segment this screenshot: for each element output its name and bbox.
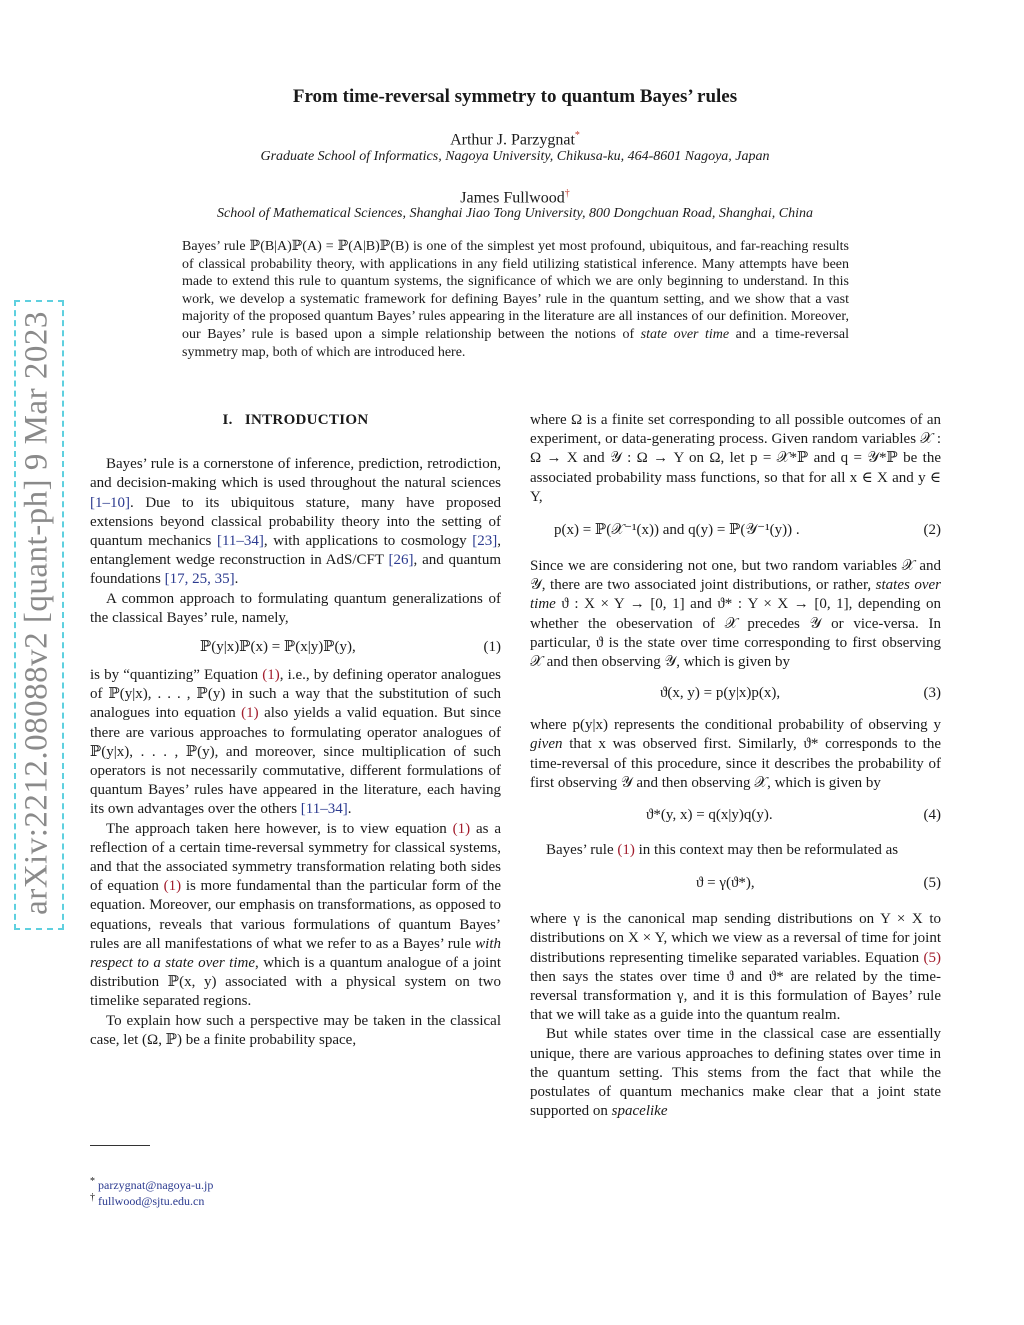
author-1-mark: * xyxy=(574,130,580,141)
equation-3-number: (3) xyxy=(923,685,941,702)
author-1-affiliation: Graduate School of Informatics, Nagoya University, Chikusa-ku, 464-8601 Nagoya, Japan xyxy=(260,149,770,164)
right-paragraph-6: But while states over time in the classical case are essentially unique, there are various approaches to defining states over time in the quantum setting. This stems from the fact that while the postulates of quantum mechanics make clear that a joint state supported on spacelike xyxy=(530,1026,941,1120)
equation-3: ϑ(x, y) = p(y|x)p(x), xyxy=(660,685,781,702)
email-link-1[interactable]: parzygnat@nagoya-u.jp xyxy=(98,1178,214,1192)
equation-3-block xyxy=(530,672,941,716)
email-link-2[interactable]: fullwood@sjtu.edu.cn xyxy=(98,1194,205,1208)
equation-ref-link[interactable]: (1) xyxy=(617,842,635,859)
equation-4-block xyxy=(530,793,941,841)
right-column xyxy=(530,411,941,1121)
author-2-affiliation: School of Mathematical Sciences, Shanghai Jiao Tong University, 800 Dongchuan Road, Shanghai, China xyxy=(217,206,813,221)
left-column xyxy=(90,411,501,1050)
author-2-mark: † xyxy=(564,188,570,199)
equation-2: p(x) = ℙ(𝒳⁻¹(x)) and q(y) = ℙ(𝒴⁻¹(y)) . xyxy=(554,522,800,539)
author-1 xyxy=(0,130,1024,149)
author-2-name: James Fullwood xyxy=(460,189,565,207)
intro-paragraph-5: To explain how such a perspective may be taken in the classical case, let (Ω, ℙ) be a finite probability space, xyxy=(90,1012,501,1048)
right-paragraph-3: where p(y|x) represents the conditional probability of observing y given that x was observed first. Similarly, ϑ* corresponds to the time-reversal of this procedure, since it describes the probability of first observing 𝒴 and then observing 𝒳, which is given by xyxy=(530,717,941,791)
arxiv-stamp-text: arXiv:2212.08088v2 [quant-ph] 9 Mar 2023 xyxy=(18,311,55,915)
right-paragraph-2: Since we are considering not one, but two random variables 𝒳 and 𝒴, there are two associated joint distributions, or rather, states over time ϑ : X × Y → [0, 1] and ϑ* : Y × X → [0, 1], depending on whether the obeservation of 𝒳 precedes 𝒴 or vice-versa. In particular, ϑ is the state over time corresponding to first observing 𝒳 and then observing 𝒴, which is given by xyxy=(530,558,941,671)
equation-2-block xyxy=(530,507,941,557)
author-1-name: Arthur J. Parzygnat xyxy=(450,131,575,149)
intro-paragraph-2: A common approach to formulating quantum generalizations of the classical Bayes’ rule, namely, xyxy=(90,590,501,626)
arxiv-stamp xyxy=(14,300,64,930)
citation-link[interactable]: [17, 25, 35] xyxy=(164,571,235,588)
paper-title: From time-reversal symmetry to quantum Bayes’ rules xyxy=(292,86,738,107)
right-paragraph-1: where Ω is a finite set corresponding to all possible outcomes of an experiment, or data-generating process. Given random variables 𝒳 : Ω → X and 𝒴 : Ω → Y on Ω, let p = 𝒳*ℙ and q = 𝒴*ℙ be the associated probability mass functions, so that for all x ∈ X and y ∈ Y, xyxy=(530,412,941,505)
citation-link[interactable]: [11–34] xyxy=(300,801,348,818)
section-heading xyxy=(90,411,501,430)
citation-link[interactable]: [11–34] xyxy=(216,533,264,550)
section-number: I. xyxy=(222,412,233,428)
equation-ref-link[interactable]: (1) xyxy=(452,820,471,837)
intro-paragraph-3: is by “quantizing” Equation (1), i.e., by defining operator analogues of ℙ(y|x), . . . , ℙ(y) in such a way that the substitution of such analogues into equation (1) also yields a valid equation. But since there are various approaches to formulating operator analogues of ℙ(y|x), . . . , ℙ(y), and moreover, since multiplication of such operators is not necessarily commutative, different formulations of quantum Bayes’ rules have appeared in the literature, each having its own advantages over the others [11–34]. xyxy=(90,667,502,818)
equation-4-number: (4) xyxy=(923,807,941,824)
equation-5-block xyxy=(530,860,941,910)
citation-link[interactable]: [1–10] xyxy=(90,494,130,511)
abstract-text-2: and a time-reversal symmetry map, both of which are introduced here. xyxy=(182,326,849,360)
citation-link[interactable]: [23] xyxy=(472,533,498,550)
equation-5: ϑ = γ(ϑ*), xyxy=(696,875,755,892)
right-paragraph-5: where γ is the canonical map sending distributions on Y × X to distributions on X × Y, which we view as a reversal of time for joint distributions representing timelike separated variables. Equation (5) then says the states over time ϑ and ϑ* are related by the time-reversal transformation γ, and it is this formulation of Bayes’ rule that we will take as a guide into the quantum realm. xyxy=(530,911,941,1024)
footnote-1-mark: * xyxy=(90,1176,95,1187)
equation-2-number: (2) xyxy=(923,522,941,539)
author-2 xyxy=(0,188,1024,207)
equation-4: ϑ*(y, x) = q(x|y)q(y). xyxy=(646,807,773,824)
abstract-text-1: Bayes’ rule ℙ(B|A)ℙ(A) = ℙ(A|B)ℙ(B) is one of the simplest yet most profound, ubiquitous, and far-reaching results of classical probability theory, with applications in any field utilizing statistical inference. Many attempts have been made to extend this rule to quantum systems, the significance of which we are only beginning to understand. In this work, we develop a systematic framework for defining Bayes’ rule in the quantum setting, and we show that a vast majority of the proposed quantum Bayes’ rules appearing in the literature are all instances of our definition. Moreover, our Bayes’ rule is based upon a simple relationship between the notions of xyxy=(182,239,849,342)
intro-paragraph-1: Bayes’ rule is a cornerstone of inference, prediction, retrodiction, and decision-making which is used throughout the natural sciences [1–10]. Due to its ubiquitous stature, many have proposed extensions beyond classical probability theory into the setting of quantum mechanics [11–34], with applications to cosmology [23], entanglement wedge reconstruction in AdS/CFT [26], and quantum foundations [17, 25, 35]. xyxy=(90,456,502,588)
intro-paragraph-4: The approach taken here however, is to view equation (1) as a reflection of a certain time-reversal symmetry for classical systems, and that the associated symmetry transformation relating both sides of equation (1) is more fundamental than the particular form of the equation. Moreover, our emphasis on transformations, as opposed to equations, reveals that various formulations of quantum Bayes’ rules are all manifestations of what we refer to as a Bayes’ rule with respect to a state over time, which is a quantum analogue of a joint distribution ℙ(x, y) associated with a physical system on two timelike separated regions. xyxy=(90,820,502,1010)
equation-ref-link[interactable]: (1) xyxy=(163,878,182,895)
equation-1: ℙ(y|x)ℙ(x) = ℙ(x|y)ℙ(y), xyxy=(200,639,356,656)
abstract xyxy=(182,238,849,361)
footnote-rule xyxy=(90,1145,150,1146)
footnote-1 xyxy=(90,1176,213,1193)
equation-1-number: (1) xyxy=(483,639,501,656)
right-paragraph-4: Bayes’ rule (1) in this context may then be reformulated as xyxy=(546,842,899,859)
section-title: INTRODUCTION xyxy=(244,412,369,428)
equation-ref-link[interactable]: (1) xyxy=(241,705,259,722)
footnote-2-mark: † xyxy=(90,1192,95,1203)
equation-5-number: (5) xyxy=(923,875,941,892)
equation-1-block xyxy=(90,628,501,666)
equation-ref-link[interactable]: (5) xyxy=(923,949,941,966)
equation-ref-link[interactable]: (1) xyxy=(262,667,280,684)
footnote-2 xyxy=(90,1192,204,1209)
abstract-emphasis: state over time xyxy=(640,326,730,342)
citation-link[interactable]: [26] xyxy=(388,552,414,569)
